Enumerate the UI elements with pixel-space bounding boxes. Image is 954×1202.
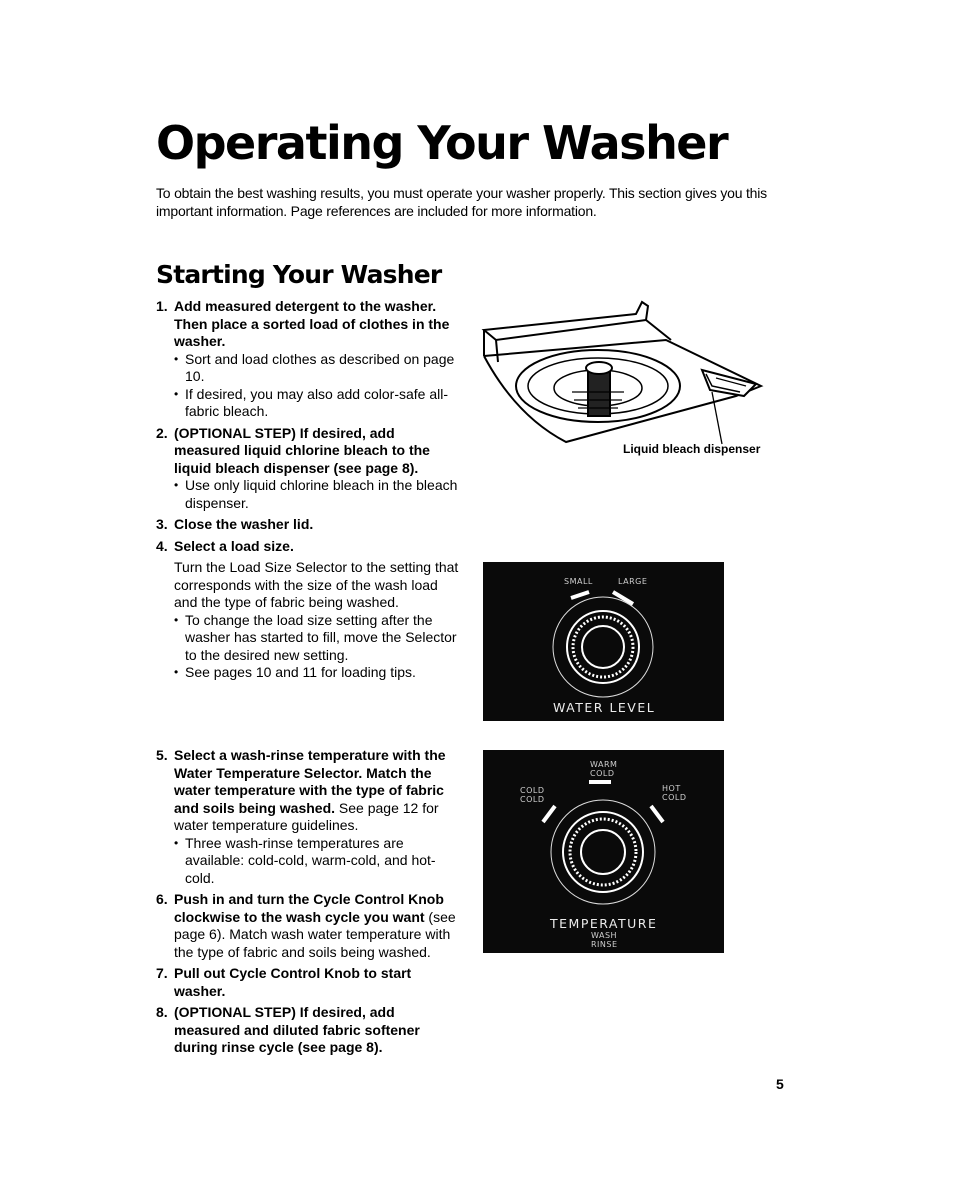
step-heading: (OPTIONAL STEP) If desired, add measured liquid chlorine bleach to the liquid bleach dispenser (see page 8). <box>174 424 430 476</box>
step-number: 1. <box>156 298 168 314</box>
step-number: 8. <box>156 1004 168 1020</box>
step-number: 2. <box>156 424 168 441</box>
step-number: 3. <box>156 516 168 532</box>
cold-label: COLD <box>520 786 545 795</box>
step-4 <box>156 538 461 682</box>
step-heading: (OPTIONAL STEP) If desired, add measured and diluted fabric softener during rinse cycle (see page 8). <box>174 1004 420 1055</box>
intro-paragraph: To obtain the best washing results, you must operate your washer properly. This section gives you this important information. Page references are included for more information. <box>156 185 767 219</box>
step-number: 5. <box>156 747 168 763</box>
step-3 <box>156 516 461 534</box>
bullet-item: • If desired, you may also add color-safe all-fabric bleach. <box>174 386 461 421</box>
bullet-item: • Use only liquid chlorine bleach in the bleach dispenser. <box>174 477 461 512</box>
step-heading: Pull out Cycle Control Knob to start washer. <box>174 965 412 999</box>
step-8 <box>156 1004 461 1057</box>
hot-cold-label: COLD <box>662 793 687 802</box>
step-heading: Add measured detergent to the washer. Then place a sorted load of clothes in the washer. <box>174 298 450 349</box>
water-level-panel <box>483 562 724 721</box>
step-heading: Select a load size. <box>174 537 294 554</box>
hot-label: HOT <box>662 784 681 793</box>
large-label: LARGE <box>618 577 648 586</box>
temperature-label: TEMPERATURE <box>550 916 658 931</box>
step-paragraph: Turn the Load Size Selector to the setting that corresponds with the size of the wash load and the type of fabric being washed. <box>174 559 459 610</box>
step-1 <box>156 298 461 421</box>
step-heading: Select a wash-rinse temperature with the Water Temperature Selector. Match the water temperature with the type of fabric and soils being washed. <box>174 747 446 816</box>
load-size-knob[interactable] <box>483 562 724 721</box>
figure-caption: Liquid bleach dispenser <box>623 442 761 456</box>
rinse-label: RINSE <box>591 940 618 949</box>
step-number: 6. <box>156 891 168 907</box>
step-number: 7. <box>156 965 168 981</box>
wash-label: WASH <box>591 931 618 940</box>
page-title: Operating Your Washer <box>156 116 728 170</box>
step-6 <box>156 891 461 961</box>
bullet-item: • Three wash-rinse temperatures are available: cold-cold, warm-cold, and hot-cold. <box>174 835 461 888</box>
small-label: SMALL <box>564 577 593 586</box>
step-2 <box>156 425 461 513</box>
bullet-item: • To change the load size setting after the washer has started to fill, move the Selector to the desired new setting. <box>174 612 461 665</box>
bullet-item: • See pages 10 and 11 for loading tips. <box>174 664 461 682</box>
water-level-label: WATER LEVEL <box>553 700 656 715</box>
warm-cold-label: COLD <box>590 769 615 778</box>
step-5 <box>156 747 461 887</box>
step-text: (see page 6). Match wash water temperature with the type of fabric and soils being washed. <box>174 908 456 960</box>
steps-group-2 <box>156 747 461 1057</box>
steps-group-1 <box>156 298 461 682</box>
cold-cold-label: COLD <box>520 795 545 804</box>
temperature-panel <box>483 750 724 953</box>
step-number: 4. <box>156 537 168 554</box>
warm-label: WARM <box>590 760 618 769</box>
step-7 <box>156 965 461 1000</box>
section-title: Starting Your Washer <box>156 260 442 289</box>
bullet-item: • Sort and load clothes as described on page 10. <box>174 351 461 386</box>
page-number: 5 <box>776 1076 784 1092</box>
step-heading: Push in and turn the Cycle Control Knob clockwise to the wash cycle you want <box>174 891 444 925</box>
step-heading: Close the washer lid. <box>174 516 314 532</box>
washer-top-illustration <box>476 296 776 446</box>
step-text: See page 12 for water temperature guidelines. <box>174 799 439 833</box>
